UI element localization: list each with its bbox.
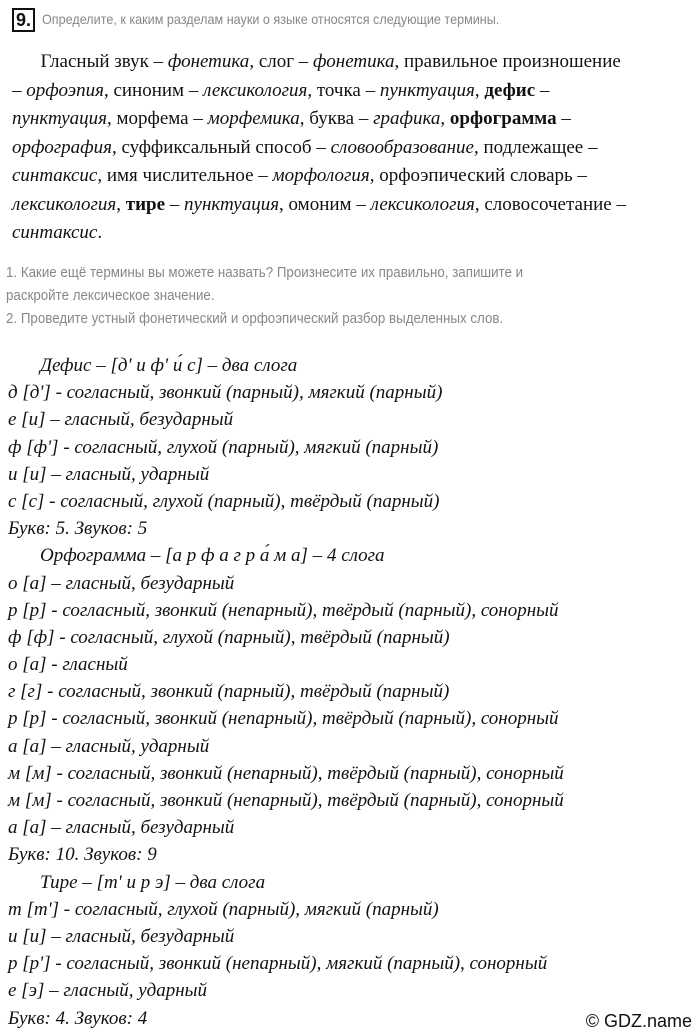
analysis-line: Букв: 10. Звуков: 9 [8, 844, 157, 866]
science-section: орфоэпия [26, 79, 104, 101]
question-line: раскройте лексическое значение. [6, 288, 215, 304]
text-segment: , синоним – [103, 79, 204, 101]
text-segment: , [474, 79, 485, 101]
analysis-line: е [и] – гласный, безударный [8, 409, 234, 431]
analysis-line: и [и] – гласный, безударный [8, 925, 235, 947]
science-section: морфемика [207, 108, 300, 129]
question-line: 2. Проведите устный фонетический и орфоэпический разбор выделенных слов. [6, 311, 504, 327]
task-number: 9. [12, 8, 35, 32]
analysis-line: д [д'] - согласный, звонкий (парный), мягкий (парный) [8, 382, 443, 404]
text-segment: Гласный звук – [12, 51, 168, 72]
analysis-line: м [м] - согласный, звонкий (непарный), твёрдый (парный), сонорный [8, 762, 564, 784]
paragraph-line [12, 134, 700, 163]
text-segment: , [116, 193, 126, 215]
analysis-line: ф [ф] - согласный, глухой (парный), твёрдый (парный) [8, 626, 450, 648]
paragraph-line [12, 219, 700, 248]
science-section: лексикология [370, 193, 475, 215]
analysis-line: р [р] - согласный, звонкий (непарный), твёрдый (парный), сонорный [8, 599, 559, 621]
analysis-line: ф [ф'] - согласный, глухой (парный), мягкий (парный) [8, 436, 439, 458]
analysis-line: а [а] – гласный, безударный [8, 817, 235, 839]
text-segment: , омоним – [279, 193, 371, 215]
text-segment: – [12, 79, 27, 101]
text-segment: , подлежащее – [473, 136, 598, 158]
word-heading: Орфограмма – [а р ф а г р а́ м а] – 4 слога [40, 545, 385, 567]
text-segment: , морфема – [107, 108, 208, 129]
analysis-line: и [и] – гласный, ударный [8, 463, 210, 485]
analysis-line: Букв: 5. Звуков: 5 [8, 518, 148, 540]
text-segment: – [556, 108, 571, 129]
text-segment: , правильное произношение [394, 51, 621, 72]
analysis-line: г [г] - согласный, звонкий (парный), твёрдый (парный) [8, 681, 450, 703]
science-section: пунктуация [379, 79, 475, 101]
analysis-line: е [э] – гласный, ударный [8, 980, 208, 1002]
text-segment: , орфоэпический словарь – [369, 165, 587, 186]
question-line: 1. Какие ещё термины вы можете назвать? Произнесите их правильно, запишите и [6, 265, 524, 281]
science-section: синтаксис [12, 165, 98, 186]
science-section: графика [373, 108, 441, 129]
answer-paragraph [12, 48, 700, 248]
text-segment: – [165, 193, 185, 215]
task-text: Определите, к каким разделам науки о языке относятся следующие термины. [42, 11, 500, 27]
text-segment: , [440, 108, 450, 129]
analysis-line: Букв: 4. Звуков: 4 [8, 1007, 148, 1029]
paragraph-line [12, 77, 700, 106]
analysis-line: а [а] – гласный, ударный [8, 735, 210, 757]
questions [6, 262, 523, 331]
highlighted-term: орфограмма [449, 108, 557, 129]
analysis-line: р [р] - согласный, звонкий (непарный), твёрдый (парный), сонорный [8, 708, 559, 730]
text-segment: , буква – [299, 108, 374, 129]
paragraph-line [12, 191, 700, 220]
science-section: синтаксис [12, 222, 98, 243]
science-section: словообразование [330, 136, 474, 158]
text-segment: , словосочетание – [474, 193, 626, 215]
text-segment: , слог – [249, 51, 314, 72]
text-segment: – [535, 79, 550, 101]
analysis-line: р [р'] - согласный, звонкий (непарный), мягкий (парный), сонорный [8, 953, 548, 975]
word-heading: Дефис – [д' и ф' и́ с] – два слога [40, 355, 298, 376]
watermark: © GDZ.name [585, 1011, 692, 1031]
highlighted-term: дефис [484, 79, 536, 101]
highlighted-term: тире [125, 193, 166, 215]
analysis-line: с [с] - согласный, глухой (парный), твёрдый (парный) [8, 490, 440, 512]
text-segment: . [97, 222, 103, 243]
science-section: морфология [272, 165, 370, 186]
science-section: лексикология [12, 193, 117, 215]
analysis-line: о [а] - гласный [8, 654, 128, 676]
analysis-line: о [а] – гласный, безударный [8, 572, 235, 594]
paragraph-line [12, 105, 700, 134]
text-segment: , суффиксальный способ – [111, 136, 331, 158]
analysis-line: м [м] - согласный, звонкий (непарный), твёрдый (парный), сонорный [8, 790, 564, 811]
science-section: пунктуация [12, 108, 108, 129]
analysis-line: т [т'] - согласный, глухой (парный), мягкий (парный) [8, 898, 439, 920]
science-section: лексикология [203, 79, 308, 101]
text-segment: , имя числительное – [97, 165, 273, 186]
word-heading: Тире – [т' и р э] – два слога [40, 871, 266, 893]
science-section: орфография [12, 136, 112, 158]
paragraph-line [12, 162, 700, 191]
paragraph-line [12, 48, 700, 77]
phonetic-analysis [8, 352, 564, 1032]
science-section: фонетика [313, 51, 395, 72]
science-section: фонетика [167, 51, 250, 72]
text-segment: , точка – [307, 79, 380, 101]
science-section: пунктуация [184, 193, 280, 215]
